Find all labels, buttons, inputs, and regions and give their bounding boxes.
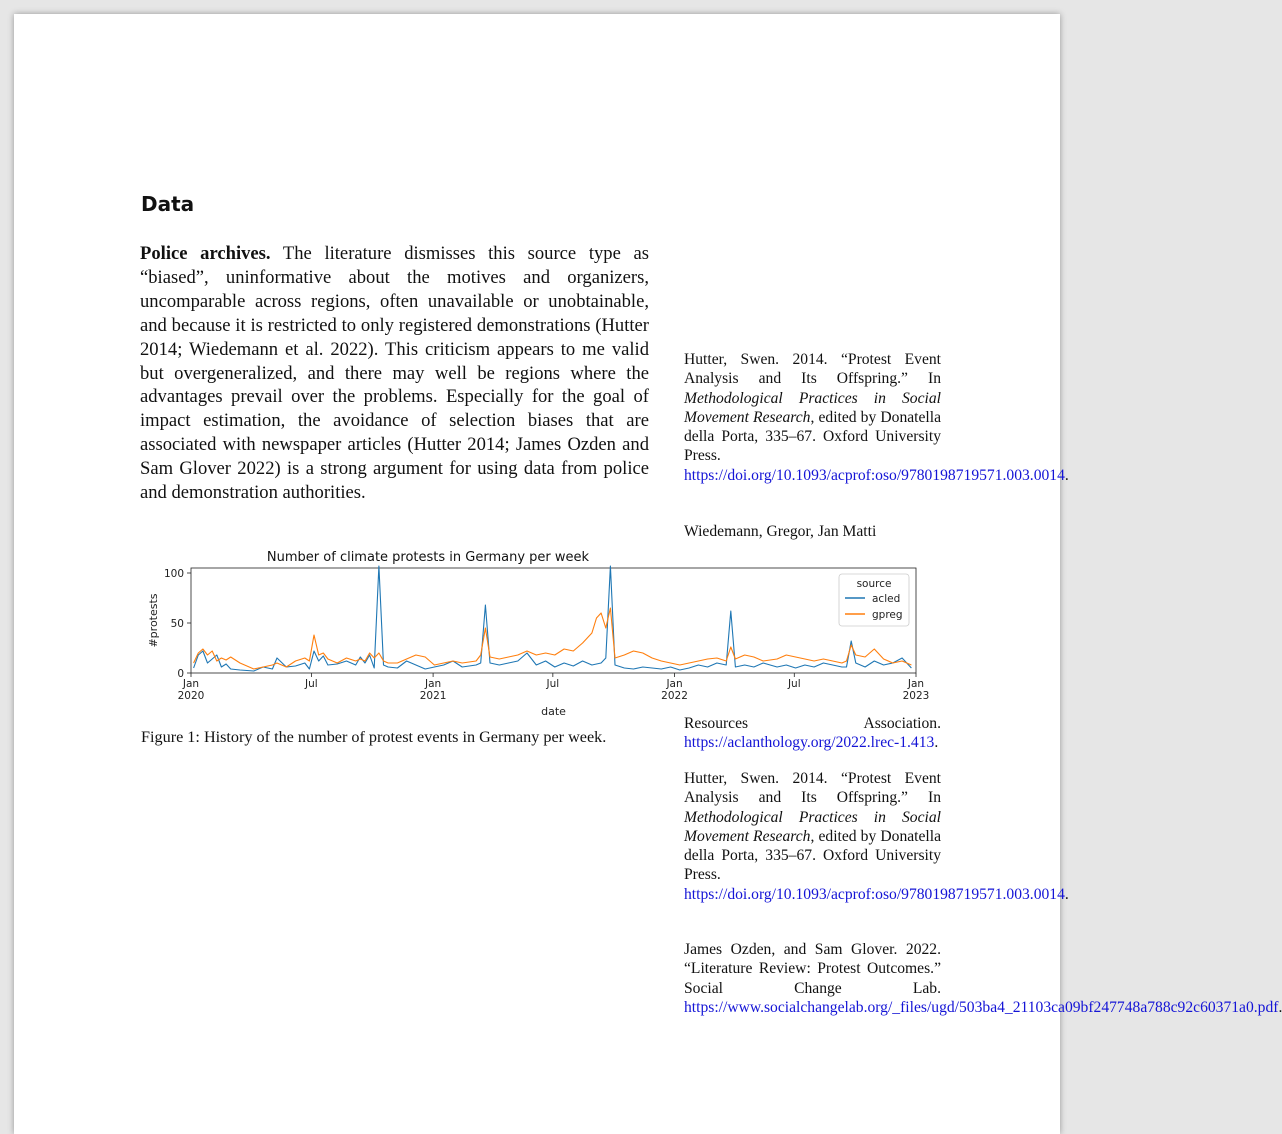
x-tick-year-label: 2022 [661,690,688,702]
ref-text: Resources Association. [684,715,941,732]
reference-hutter-2014-repeat [684,769,1069,904]
y-tick-label: 100 [163,568,184,580]
x-tick-label: Jan [425,678,442,690]
reference-acl-fragment [684,714,941,753]
reference-wiedemann [684,522,941,542]
section-heading: Data [141,192,195,216]
x-tick-year-label: 2020 [177,690,205,702]
ref-text: James Ozden, and Sam Glover. 2022. “Literature Review: Protest Outcomes.” Social Change Lab. [684,941,941,997]
ref-end: . [1064,466,1069,484]
ref-text-rest: , edited by Donatella della Porta, 335–67. Oxford University Press. [684,827,941,884]
paragraph-lead: Police archives. [140,243,271,264]
ref-doi-link[interactable]: https://doi.org/10.1093/acprof:oso/9780198719571.003.0014 [684,885,1065,903]
chart-title: Number of climate protests in Germany per week [266,550,590,565]
paragraph-police-archives [140,242,649,505]
ref-doi-link[interactable]: https://doi.org/10.1093/acprof:oso/9780198719571.003.0014 [684,466,1065,484]
legend-label-acled: acled [872,593,901,605]
document-page [14,14,1282,1134]
ref-text: Hutter, Swen. 2014. “Protest Event Analysis and Its Offspring.” In [684,770,941,807]
x-tick-label: Jan [907,678,925,690]
x-tick-label: Jul [305,678,318,690]
ref-book-title: Methodological Practices in Social Movement Research [684,808,941,845]
ref-acl-link[interactable]: https://aclanthology.org/2022.lrec-1.413 [684,734,935,752]
plot-frame-box [191,568,916,673]
reference-hutter-2014 [684,350,1069,485]
x-tick-year-label: 2023 [902,690,930,702]
series-line-acled [194,566,912,671]
x-tick-year-label: 2021 [419,690,447,702]
x-tick-label: Jan [182,678,200,690]
ref-text: Hutter, Swen. 2014. “Protest Event Analysis and Its Offspring.” In [684,351,941,388]
y-tick-label: 50 [170,618,184,630]
series-line-gpreg [194,608,912,669]
ref-book-title: Methodological Practices in Social Movement Research [684,389,941,426]
reference-ozden-glover-2022 [684,940,1282,1017]
ref-end: . [934,734,939,752]
ref-socialchangelab-link[interactable]: https://www.socialchangelab.org/_files/ugd/503ba4_21103ca09bf247748a788c92c60371a0.pdf [684,998,1279,1016]
ref-text-rest: , edited by Donatella della Porta, 335–67. Oxford University Press. [684,408,941,465]
legend-title: source [856,578,892,590]
x-tick-label: Jul [546,678,560,690]
paragraph-body: The literature dismisses this source type as “biased”, uninformative about the motives and organizers, uncomparable across regions, often unavailable or unobtainable, and because it is restricted to only registered demonstrations (Hutter 2014; Wiedemann et al. 2022). This criticism appears to me valid but overgeneralized, and there may well be regions where the advantages prevail over the problems. Especially for the goal of impact estimation, the avoidance of selection biases that are associated with newspaper articles (Hutter 2014; James Ozden and Sam Glover 2022) is a strong argument for using data from police and demonstration authorities. [140,243,649,504]
figure-caption: Figure 1: History of the number of protest events in Germany per week. [141,728,607,746]
ref-text: Wiedemann, Gregor, Jan Matti [684,523,877,540]
x-axis-label: date [541,705,566,718]
legend-label-gpreg: gpreg [872,609,903,621]
y-tick-label: 0 [177,668,184,680]
ref-end: . [1278,998,1282,1016]
x-tick-label: Jan [666,678,683,690]
x-tick-label: Jul [787,678,801,690]
y-axis-label: #protests [147,593,160,648]
ref-end: . [1064,885,1069,903]
